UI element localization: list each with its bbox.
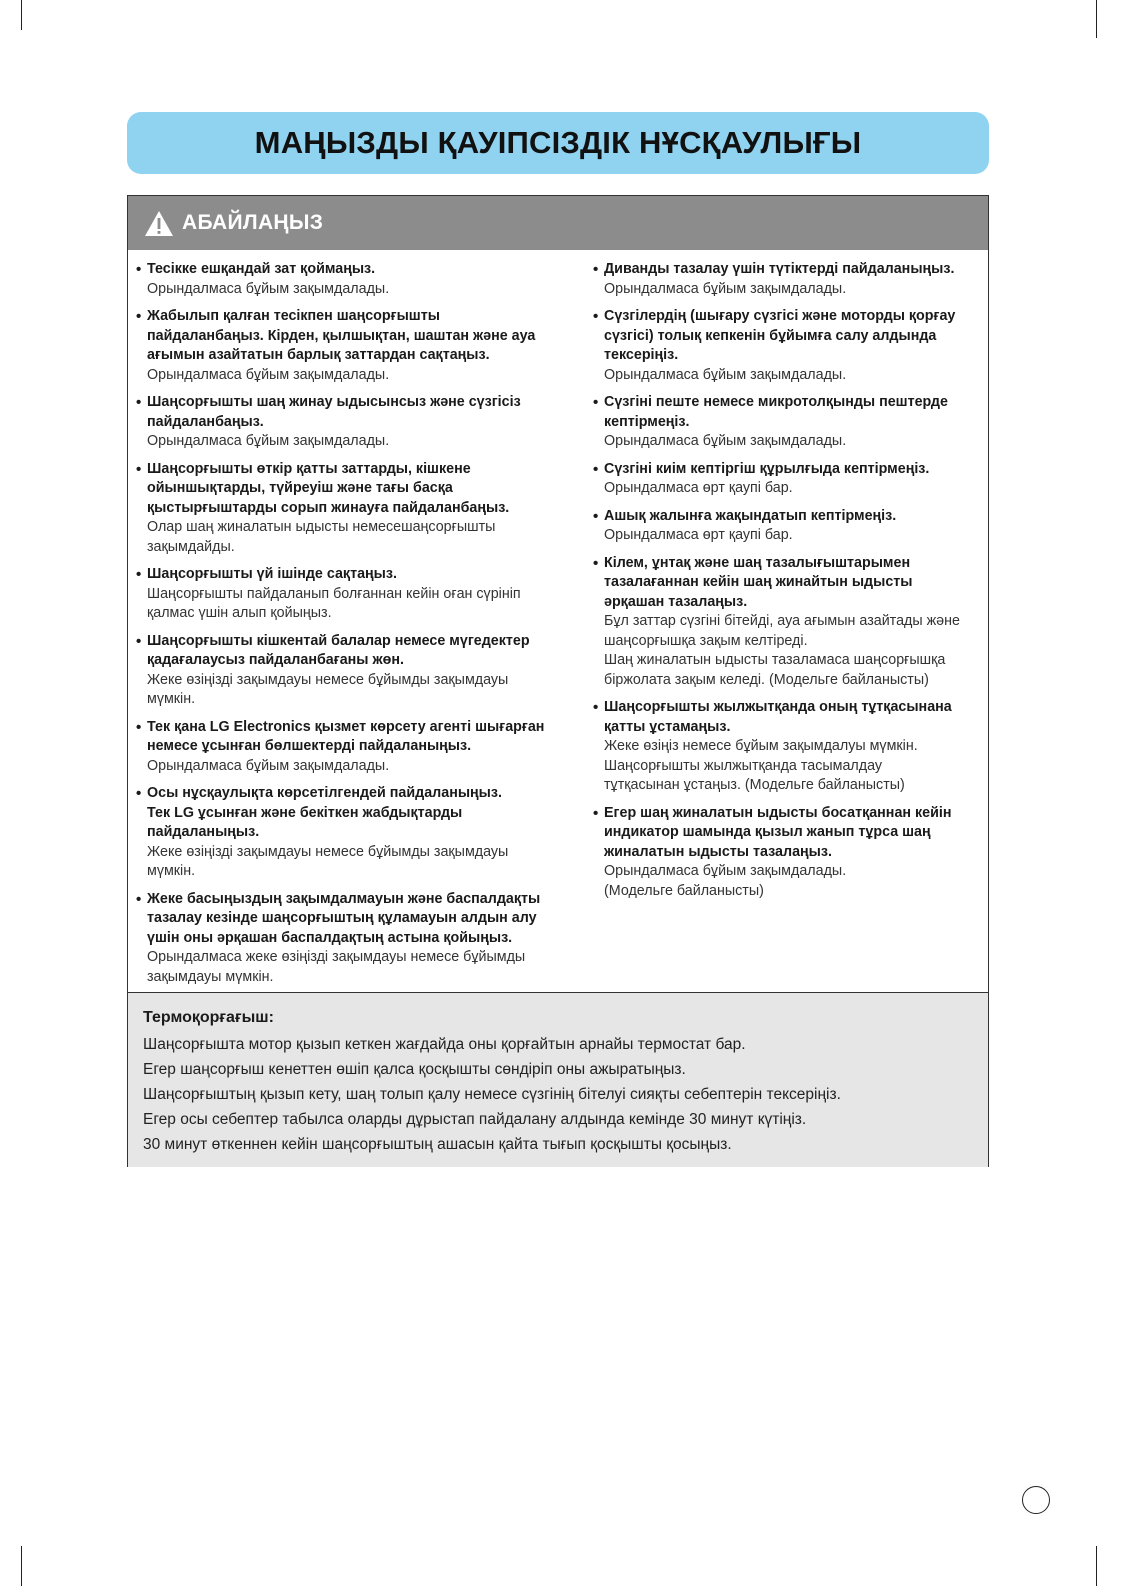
warning-item [592, 393, 984, 452]
warning-instruction: Диванды тазалау үшін түтіктерді пайдаланыңыз. [604, 261, 955, 277]
warning-instruction: Осы нұсқаулықта көрсетілгендей пайдаланыңыз. [147, 785, 502, 801]
crop-mark [21, 1546, 22, 1586]
warning-box [127, 195, 989, 1167]
warning-consequence: Жеке өзіңізді зақымдауы немесе бұйымды зақымдауы [147, 843, 509, 860]
bullet-icon: • [593, 804, 599, 822]
warning-instruction: тазалағаннан кейін шаң жинайтын ыдысты [604, 574, 913, 590]
warning-instruction: Шаңсорғышты шаң жинау ыдысынсыз және сүзгісіз [147, 394, 521, 410]
bullet-icon: • [593, 507, 599, 525]
warning-instruction: тазалау кезінде шаңсорғыштың құламауын алдын алу [147, 910, 537, 926]
bullet-icon: • [593, 394, 599, 411]
warning-consequence: (Модельге байланысты) [604, 882, 764, 899]
warning-instruction: Жабылып қалған тесікпен шаңсорғышты [147, 308, 440, 324]
warning-instruction: Тек қана LG Electronics қызмет көрсету агенті шығарған [147, 718, 545, 735]
thermo-section [128, 992, 988, 1167]
warning-consequence: Жеке өзіңіз немесе бұйым зақымдалуы мүмкін. [604, 738, 918, 754]
bullet-icon: • [136, 632, 142, 650]
warning-item [135, 565, 563, 624]
warning-instruction: жиналатын ыдысты тазалаңыз. [604, 843, 832, 860]
warning-instruction: қыстырғыштарды сорып жинауға пайдаланбаңыз. [147, 499, 510, 516]
warning-instruction: Тек LG ұсынған және бекіткен жабдықтарды [147, 804, 463, 821]
warning-consequence: Шаң жиналатын ыдысты тазаламаса шаңсорғышқа [604, 652, 946, 668]
warning-instruction: қатты ұстамаңыз. [604, 718, 731, 735]
warning-item [592, 507, 984, 546]
warning-instruction: Егер шаң жиналатын ыдысты босатқаннан кейін [604, 804, 952, 821]
warning-consequence: мүмкін. [147, 863, 196, 879]
warning-instruction: пайдаланыңыз. [147, 824, 260, 840]
warning-consequence: Орындалмаса өрт қаупі бар. [604, 480, 793, 496]
bullet-icon: • [136, 890, 142, 908]
warning-consequence: Орындалмаса бұйым зақымдалады. [147, 757, 390, 774]
bullet-icon: • [136, 394, 142, 411]
warning-instruction: ағымын азайтатын барлық заттардан сақтаңыз. [147, 347, 490, 363]
bullet-icon: • [593, 699, 599, 716]
title-banner [127, 112, 989, 174]
warning-instruction: тексеріңіз. [604, 347, 679, 363]
warning-heading: АБАЙЛАҢЫЗ [182, 211, 324, 234]
warning-consequence: Бұл заттар сүзгіні бітейді, ауа ағымын азайтады және [604, 613, 960, 629]
warning-consequence: тұтқасынан ұстаңыз. (Модельге байланысты) [604, 777, 905, 793]
warning-consequence: мүмкін. [147, 691, 196, 707]
warning-item [592, 804, 984, 902]
warning-consequence: Орындалмаса бұйым зақымдалады. [604, 433, 847, 449]
warning-item [135, 632, 563, 710]
bullet-icon: • [593, 308, 599, 325]
warning-consequence: Орындалмаса бұйым зақымдалады. [604, 280, 847, 297]
warning-consequence: Шаңсорғышты пайдаланып болғаннан кейін оған сүрініп [147, 585, 521, 602]
warning-consequence: Жеке өзіңізді зақымдауы немесе бұйымды зақымдауы [147, 671, 509, 688]
warning-instruction: Жеке басыңыздың зақымдалмауын және баспалдақты [147, 890, 541, 907]
thermo-heading: Термоқорғағыш: [143, 1009, 274, 1026]
warning-consequence: Олар шаң жиналатын ыдысты немесешаңсорғышты [147, 519, 496, 535]
warning-instruction: үшін оны әрқашан баспалдақтың астына қойыңыз. [147, 929, 513, 946]
warning-item [135, 307, 563, 385]
warning-consequence: Орындалмаса бұйым зақымдалады. [147, 366, 390, 383]
warning-item [135, 718, 563, 777]
warning-left-column [135, 260, 563, 995]
bullet-icon: • [136, 785, 142, 802]
bullet-icon: • [136, 460, 142, 478]
warning-consequence: біржолата зақым келеді. (Модельге байланысты) [604, 671, 929, 688]
warning-instruction: Тесікке ешқандай зат қоймаңыз. [147, 261, 376, 277]
warning-consequence: қалмас үшін алып қойыңыз. [147, 605, 332, 621]
warning-item [135, 784, 563, 882]
page-number-circle [1022, 1486, 1050, 1514]
bullet-icon: • [136, 261, 142, 278]
warning-instruction: индикатор шамында қызыл жанып тұрса шаң [604, 824, 931, 840]
warning-item [592, 698, 984, 796]
warning-consequence: Орындалмаса өрт қаупі бар. [604, 527, 793, 543]
warning-item [135, 393, 563, 452]
warning-item [592, 554, 984, 691]
crop-mark [1096, 0, 1097, 38]
warning-instruction: қадағалаусыз пайдаланбағаны жөн. [147, 652, 404, 668]
warning-triangle-icon [144, 210, 174, 237]
warning-consequence: Орындалмаса бұйым зақымдалады. [147, 280, 390, 297]
warning-item [135, 460, 563, 558]
bullet-icon: • [593, 261, 599, 278]
page-title: МАҢЫЗДЫ ҚАУІПСІЗДІК НҰСҚАУЛЫҒЫ [254, 125, 862, 160]
warning-instruction: Сүзгілердің (шығару сүзгісі және моторды қорғау [604, 308, 956, 324]
warning-instruction: кептірмеңіз. [604, 413, 690, 430]
warning-columns [128, 250, 988, 992]
warning-item [592, 460, 984, 499]
warning-consequence: зақымдайды. [147, 538, 235, 555]
warning-item [135, 890, 563, 988]
warning-consequence: Орындалмаса бұйым зақымдалады. [604, 366, 847, 383]
thermo-line: Шаңсорғыштың қызып кету, шаң толып қалу немесе сүзгінің бітелуі сияқты себептерін тексеріңіз. [143, 1086, 841, 1103]
crop-mark [1096, 1546, 1097, 1586]
warning-instruction: пайдаланбаңыз. [147, 413, 264, 430]
thermo-line: Егер шаңсорғыш кенеттен өшіп қалса қосқышты сөндіріп оны ажыратыңыз. [143, 1061, 686, 1078]
warning-header [128, 196, 988, 250]
warning-instruction: немесе ұсынған бөлшектерді пайдаланыңыз. [147, 738, 472, 754]
bullet-icon: • [136, 718, 142, 736]
thermo-line: Егер осы себептер табылса оларды дұрыстап пайдалану алдында кемінде 30 минут күтіңіз. [143, 1111, 807, 1128]
warning-consequence: шаңсорғышқа зақым келтіреді. [604, 632, 808, 649]
warning-instruction: Сүзгіні киім кептіргіш құрылғыда кептірмеңіз. [604, 460, 930, 477]
bullet-icon: • [136, 308, 142, 325]
warning-instruction: Шаңсорғышты өткір қатты заттарды, кішкене [147, 460, 471, 477]
warning-right-column [592, 260, 984, 909]
warning-item [135, 260, 563, 299]
warning-instruction: Шаңсорғышты кішкентай балалар немесе мүгедектер [147, 632, 530, 649]
warning-instruction: Шаңсорғышты үй ішінде сақтаңыз. [147, 566, 397, 582]
warning-instruction: Сүзгіні пеште немесе микротолқынды пештерде [604, 394, 948, 410]
warning-consequence: зақымдауы мүмкін. [147, 968, 274, 985]
bullet-icon: • [136, 566, 142, 583]
thermo-line: 30 минут өткеннен кейін шаңсорғыштың ашасын қайта тығып қосқышты қосыңыз. [143, 1136, 732, 1153]
warning-item [592, 307, 984, 385]
warning-item [592, 260, 984, 299]
warning-instruction: әрқашан тазалаңыз. [604, 593, 748, 610]
thermo-line: Шаңсорғышта мотор қызып кеткен жағдайда оны қорғайтын арнайы термостат бар. [143, 1036, 746, 1053]
warning-instruction: сүзгісі) толық кепкенін бұйымға салу алдында [604, 327, 937, 344]
warning-instruction: Шаңсорғышты жылжытқанда оның тұтқасынана [604, 699, 952, 715]
thermo-lines [143, 1032, 988, 1157]
warning-instruction: ойыншықтарды, түйреуіш және тағы басқа [147, 480, 453, 496]
warning-consequence: Шаңсорғышты жылжытқанда тасымалдау [604, 757, 883, 774]
warning-consequence: Орындалмаса жеке өзіңізді зақымдауы немесе бұйымды [147, 949, 526, 965]
bullet-icon: • [593, 554, 599, 572]
bullet-icon: • [593, 460, 599, 478]
crop-mark [21, 0, 22, 30]
warning-instruction: пайдаланбаңыз. Кірден, қылшықтан, шаштан және ауа [147, 327, 536, 344]
warning-instruction: Кілем, ұнтақ және шаң тазалығыштарымен [604, 554, 911, 571]
warning-consequence: Орындалмаса бұйым зақымдалады. [147, 433, 390, 449]
warning-consequence: Орындалмаса бұйым зақымдалады. [604, 863, 847, 879]
warning-instruction: Ашық жалынға жақындатып кептірмеңіз. [604, 507, 897, 524]
